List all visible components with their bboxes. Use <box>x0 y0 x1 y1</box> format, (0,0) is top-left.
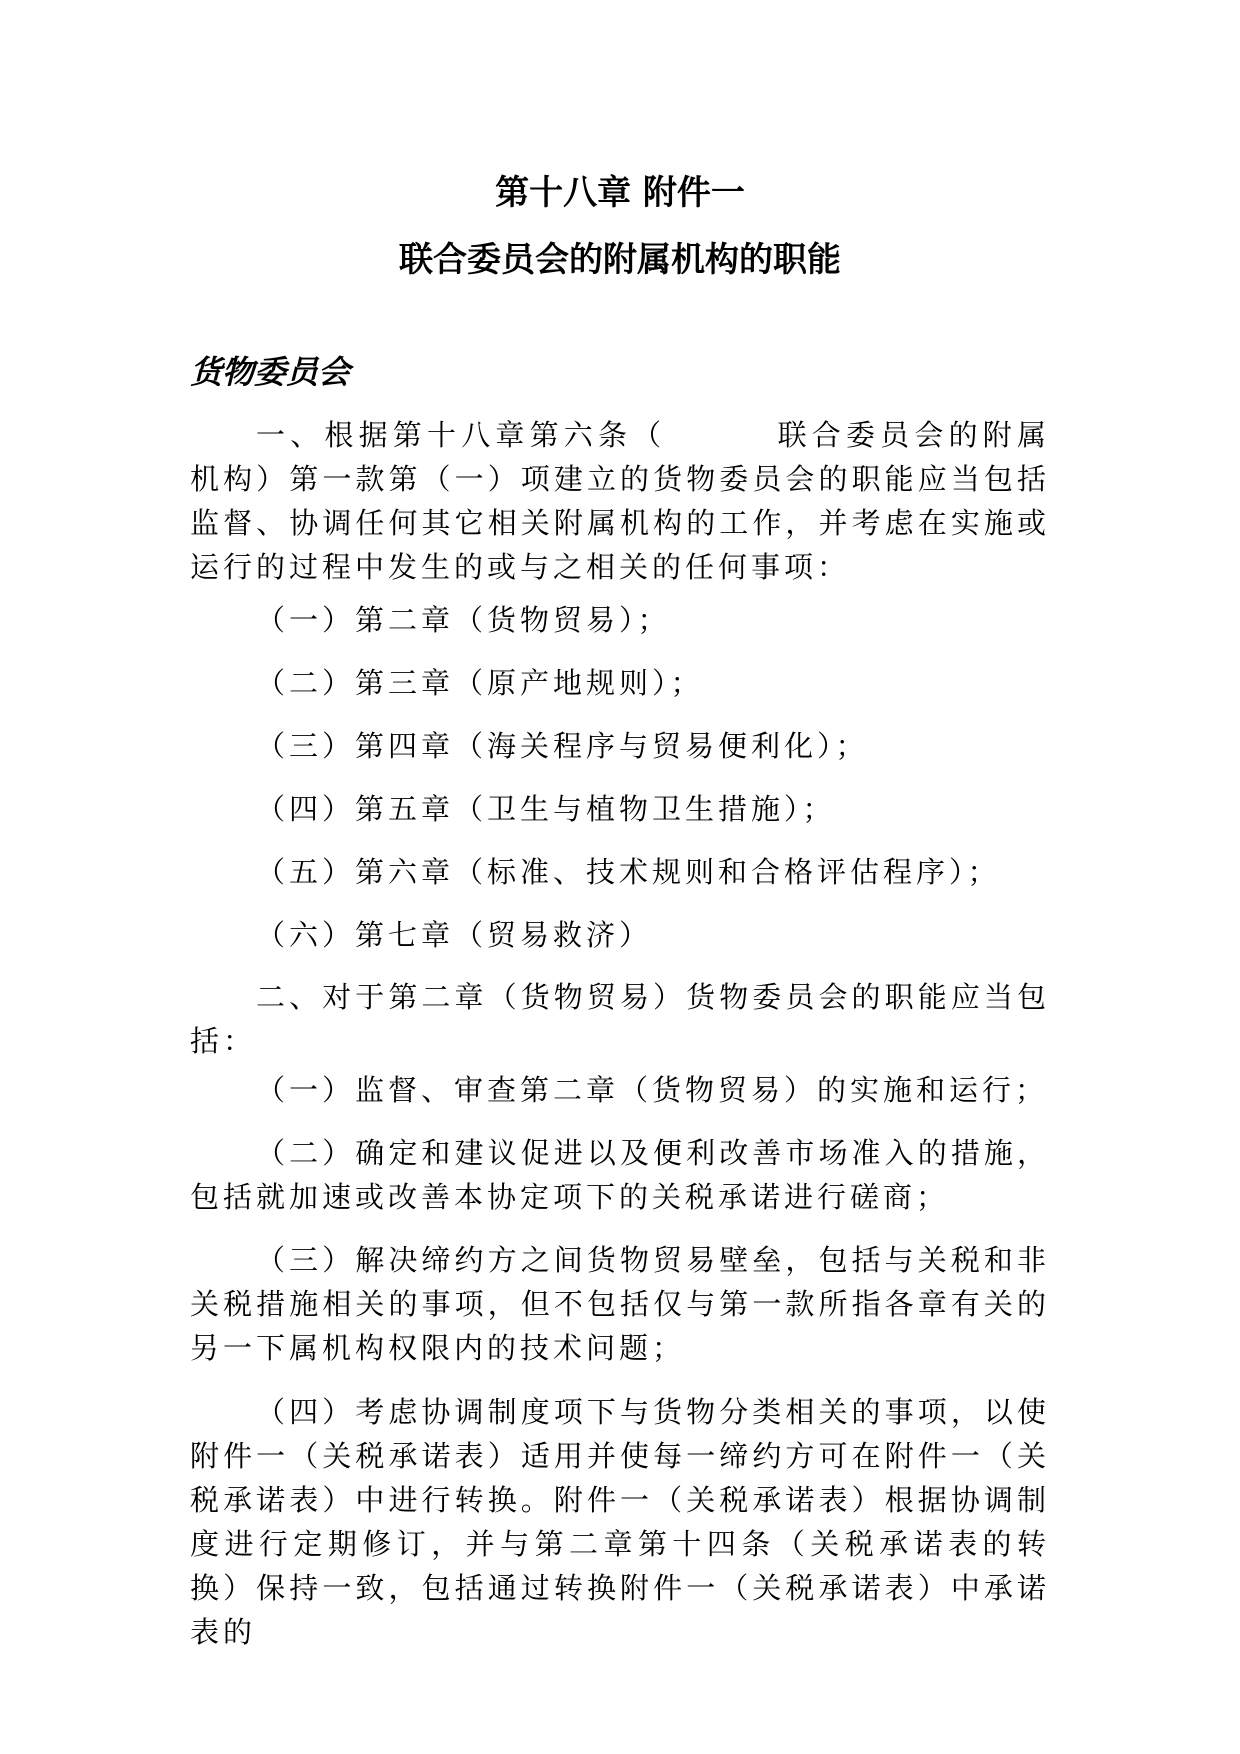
chapter-item: （一）第二章（货物贸易）； <box>256 603 671 637</box>
paragraph-1-start: 一、根据第十八章第六条（ <box>256 418 667 452</box>
sub-item: （二）确定和建议促进以及便利改善市场准入的措施，包括就加速或改善本协定项下的关税承诺进行磋商； <box>190 1136 1050 1214</box>
chapter-item: （四）第五章（卫生与植物卫生措施）； <box>256 792 836 826</box>
chapter-item: （五）第六章（标准、技术规则和合格评估程序）； <box>256 855 1001 889</box>
paragraph-2: 二、对于第二章（货物贸易）货物委员会的职能应当包括： <box>190 980 1050 1058</box>
paragraph-1-rest: 联合委员会的附属机构）第一款第（一）项建立的货物委员会的职能应当包括监督、协调任何其它相关附属机构的工作，并考虑在实施或运行的过程中发生的或与之相关的任何事项： <box>190 418 1050 584</box>
chapter-title: 第十八章 附件一 <box>495 173 745 213</box>
sub-item: （三）解决缔约方之间货物贸易壁垒，包括与关税和非关税措施相关的事项，但不包括仅与第一款所指各章有关的另一下属机构权限内的技术问题； <box>190 1243 1050 1365</box>
sub-item: （四）考虑协调制度项下与货物分类相关的事项，以使附件一（关税承诺表）适用并使每一缔约方可在附件一（关税承诺表）中进行转换。附件一（关税承诺表）根据协调制度进行定期修订，并与第二章第十四条（关税承诺表的转换）保持一致，包括通过转换附件一（关税承诺表）中承诺表的 <box>190 1395 1050 1649</box>
paragraph-1 <box>190 413 1050 589</box>
chapter-item: （三）第四章（海关程序与贸易便利化）； <box>256 729 869 763</box>
chapter-item: （二）第三章（原产地规则）； <box>256 666 704 700</box>
annex-subtitle: 联合委员会的附属机构的职能 <box>399 240 841 280</box>
sub-item: （一）监督、审查第二章（货物贸易）的实施和运行； <box>256 1073 1049 1107</box>
section-heading-goods-committee: 货物委员会 <box>190 353 351 391</box>
chapter-item: （六）第七章（贸易救济） <box>256 918 653 952</box>
